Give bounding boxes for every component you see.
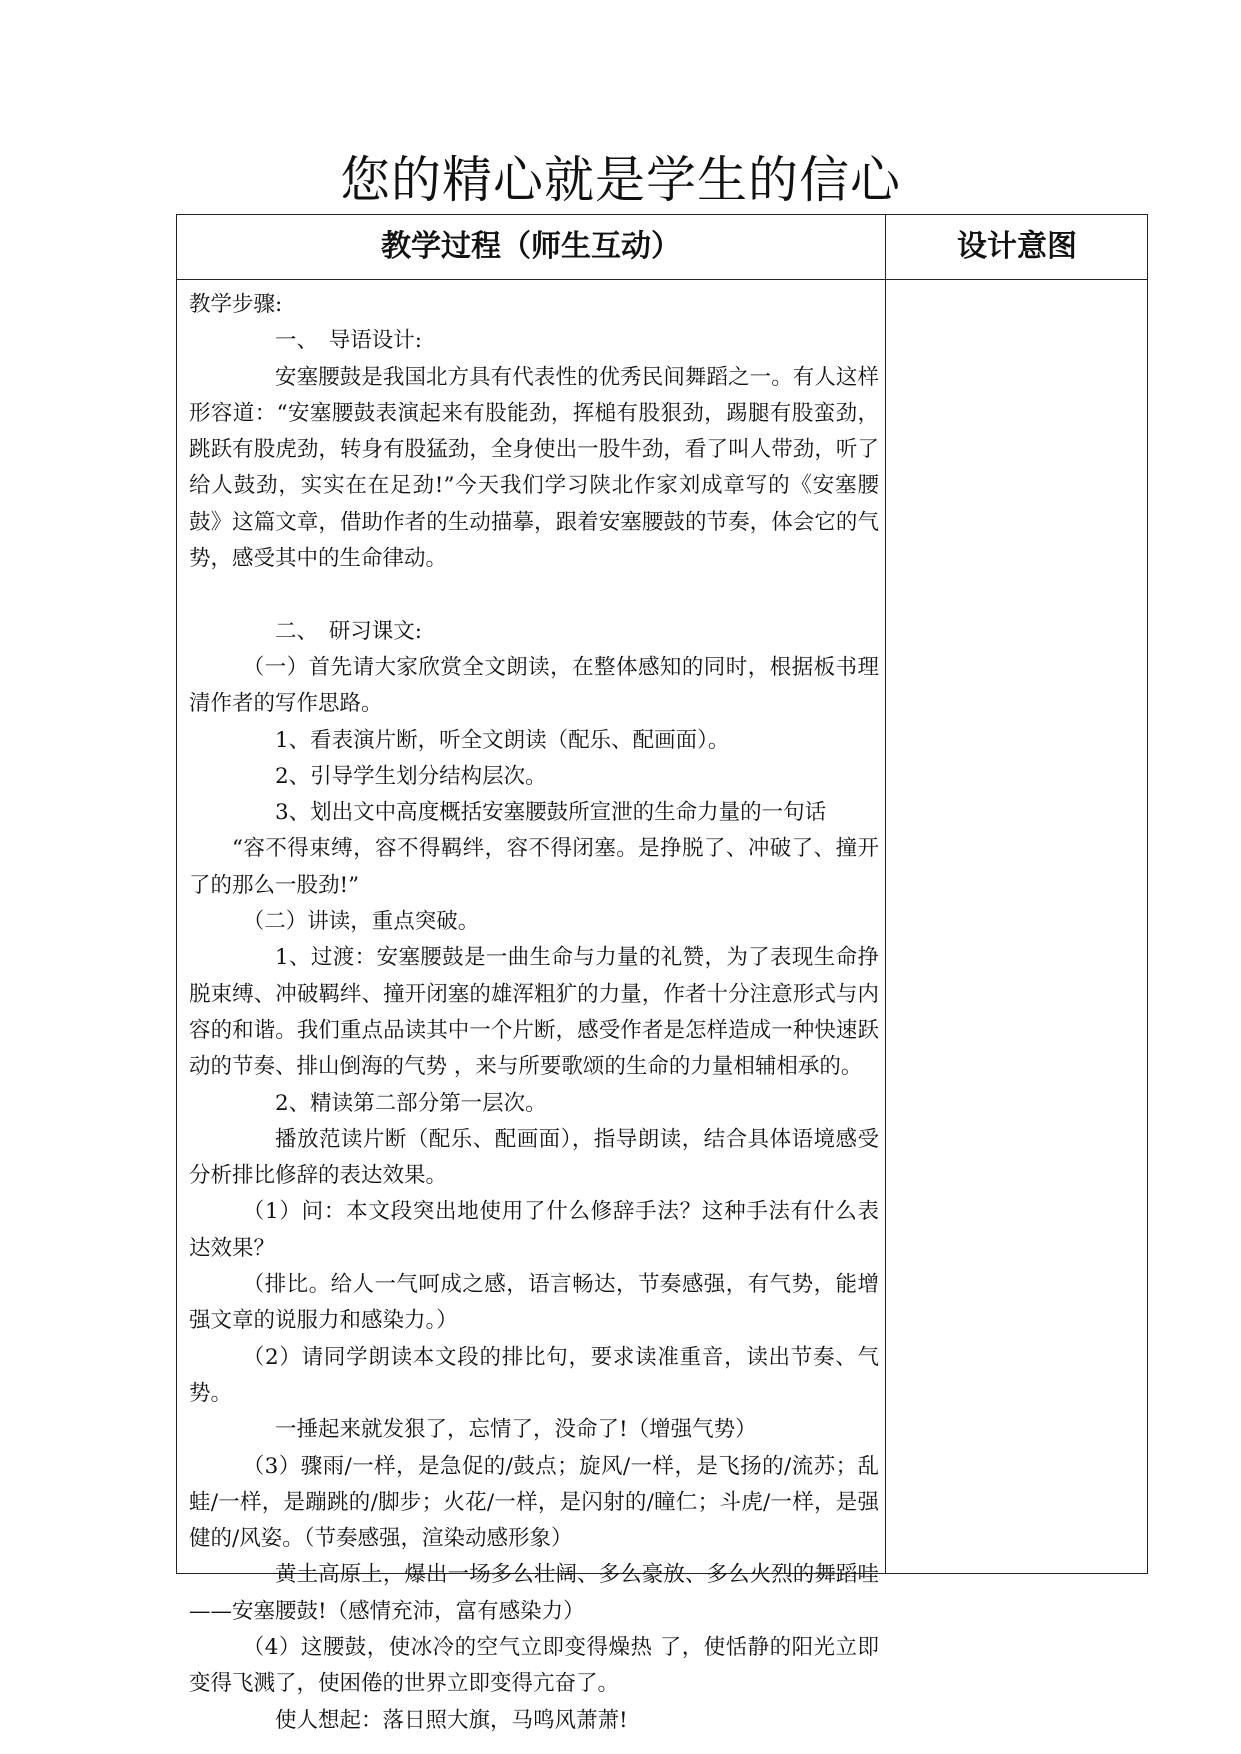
paragraph: 教学步骤: <box>189 292 283 317</box>
list-item: 2、引导学生划分结构层次。 <box>275 763 547 789</box>
paragraph: （3）骤雨/一样，是急促的/鼓点；旋风/一样，是飞扬的/流苏；乱蛙/一样，是蹦跳的/脚步；火花/一样，是闪射的/瞳仁；斗虎/一样，是强健的/风姿。（节奏感强，渲染动感形象） <box>189 1453 879 1552</box>
paragraph: （一）首先请大家欣赏全文朗读，在整体感知的同时，根据板书理清作者的写作思路。 <box>189 654 879 717</box>
paragraph: 1、过渡：安塞腰鼓是一曲生命与力量的礼赞，为了表现生命挣脱束缚、冲破羁绊、撞开闭塞的雄浑粗犷的力量，作者十分注意形式与内容的和谐。我们重点品读其中一个片断，感受作者是怎样造成一种快速跃动的节奏、排山倒海的气势 ，来与所要歌颂的生命的力量相辅相承的。 <box>189 945 879 1080</box>
paragraph: （1）问：本文段突出地使用了什么修辞手法？这种手法有什么表达效果？ <box>189 1199 879 1261</box>
teaching-process-content <box>189 287 879 1739</box>
header-design-intent: 设计意图 <box>957 229 1077 264</box>
paragraph: （2）请同学朗读本文段的排比句，要求读准重音，读出节奏、气势。 <box>189 1344 879 1406</box>
section-heading: 一、 导语设计: <box>275 328 422 354</box>
paragraph: （排比。给人一气呵成之感，语言畅达，节奏感强，有气势，能增强文章的说服力和感染力。） <box>189 1272 879 1334</box>
quote: “容不得束缚，容不得羁绊，容不得闭塞。是挣脱了、冲破了、撞开了的那么一股劲!” <box>189 836 879 898</box>
lesson-table <box>176 214 1148 1733</box>
paragraph: （二）讲读，重点突破。 <box>242 909 480 935</box>
paragraph: （4）这腰鼓，使冰冷的空气立即变得燥热 了，使恬静的阳光立即变得飞溅了，使困倦的世界立即变得亢奋了。 <box>189 1634 879 1697</box>
paragraph: 播放范读片断（配乐、配画面），指导朗读，结合具体语境感受分析排比修辞的表达效果。 <box>189 1126 879 1189</box>
paragraph: 安塞腰鼓是我国北方具有代表性的优秀民间舞蹈之一。有人这样形容道：“安塞腰鼓表演起来有股能劲，挥槌有股狠劲，踢腿有股蛮劲，跳跃有股虎劲，转身有股猛劲，全身使出一股牛劲，看了叫人带劲，听了给人鼓劲，实实在在足劲!”今天我们学习陕北作家刘成章写的《安塞腰鼓》这篇文章，借助作者的生动描摹，跟着安塞腰鼓的节奏，体会它的气势，感受其中的生命律动。 <box>189 364 879 572</box>
paragraph: 使人想起：落日照大旗，马鸣风萧萧! <box>275 1707 628 1733</box>
column-divider <box>885 215 886 1573</box>
list-item: 1、看表演片断，听全文朗读（配乐、配画面）。 <box>275 727 730 753</box>
section-heading: 二、 研习课文: <box>275 618 422 644</box>
paragraph: 黄土高原上，爆出一场多么壮阔、多么豪放、多么火烈的舞蹈哇——安塞腰鼓!（感情充沛，富有感染力） <box>189 1562 879 1624</box>
paragraph: 一捶起来就发狠了，忘情了，没命了!（增强气势） <box>275 1417 757 1443</box>
header-teaching-process: 教学过程（师生互动） <box>381 229 681 264</box>
list-item: 3、划出文中高度概括安塞腰鼓所宣泄的生命力量的一句话 <box>275 800 827 826</box>
list-item: 2、精读第二部分第一层次。 <box>275 1090 547 1116</box>
page-title: 您的精心就是学生的信心 <box>340 151 901 209</box>
blank-line <box>189 577 879 613</box>
header-divider <box>177 279 1147 280</box>
